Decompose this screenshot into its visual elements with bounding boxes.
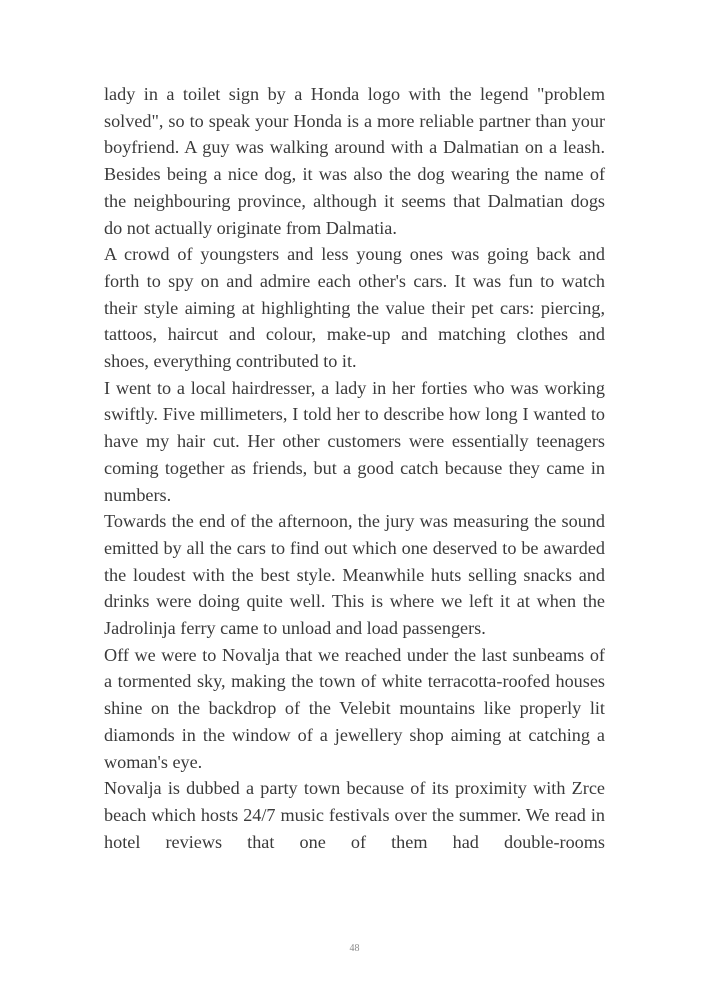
paragraph-jury: Towards the end of the afternoon, the jury was measuring the sound emitted by all the cars to find out which one deserved to be awarded the loudest with the best style. Meanwhile huts selling snacks and drinks were doing quite well. This is where we left it at when the Jadrolinja ferry came to unload and load passengers.	[104, 511, 605, 639]
page-number: 48	[349, 943, 360, 954]
paragraph-honda-dalmatian: lady in a toilet sign by a Honda logo with the legend "problem solved", so to speak your Honda is a more reliable partner than your boyfriend. A guy was walking around with a Dalmatian on a leash. Besides being a nice dog, it was also the dog wearing the name of the neighbouring province, although it seems that Dalmatian dogs do not actually originate from Dalmatia.	[104, 84, 605, 238]
paragraph-novalja-arrival: Off we were to Novalja that we reached under the last sunbeams of a tormented sky, making the town of white terracotta-roofed houses shine on the backdrop of the Velebit mountains like properly lit diamonds in the window of a jewellery shop aiming at catching a woman's eye.	[104, 644, 605, 772]
paragraph-hairdresser: I went to a local hairdresser, a lady in her forties who was working swiftly. Five millimeters, I told her to describe how long I wanted to have my hair cut. Her other customers were essentially teenagers coming together as friends, but a good catch because they came in numbers.	[104, 377, 605, 505]
paragraph-novalja-party-town: Novalja is dubbed a party town because of its proximity with Zrce beach which hosts 24/7 music festivals over the summer. We read in hotel reviews that one of them had double-rooms	[104, 778, 605, 852]
body-text	[104, 81, 605, 855]
paragraph-crowd-cars: A crowd of youngsters and less young ones was going back and forth to spy on and admire each other's cars. It was fun to watch their style aiming at highlighting the value their pet cars: piercing, tattoos, haircut and colour, make-up and matching clothes and shoes, everything contributed to it.	[104, 244, 605, 372]
